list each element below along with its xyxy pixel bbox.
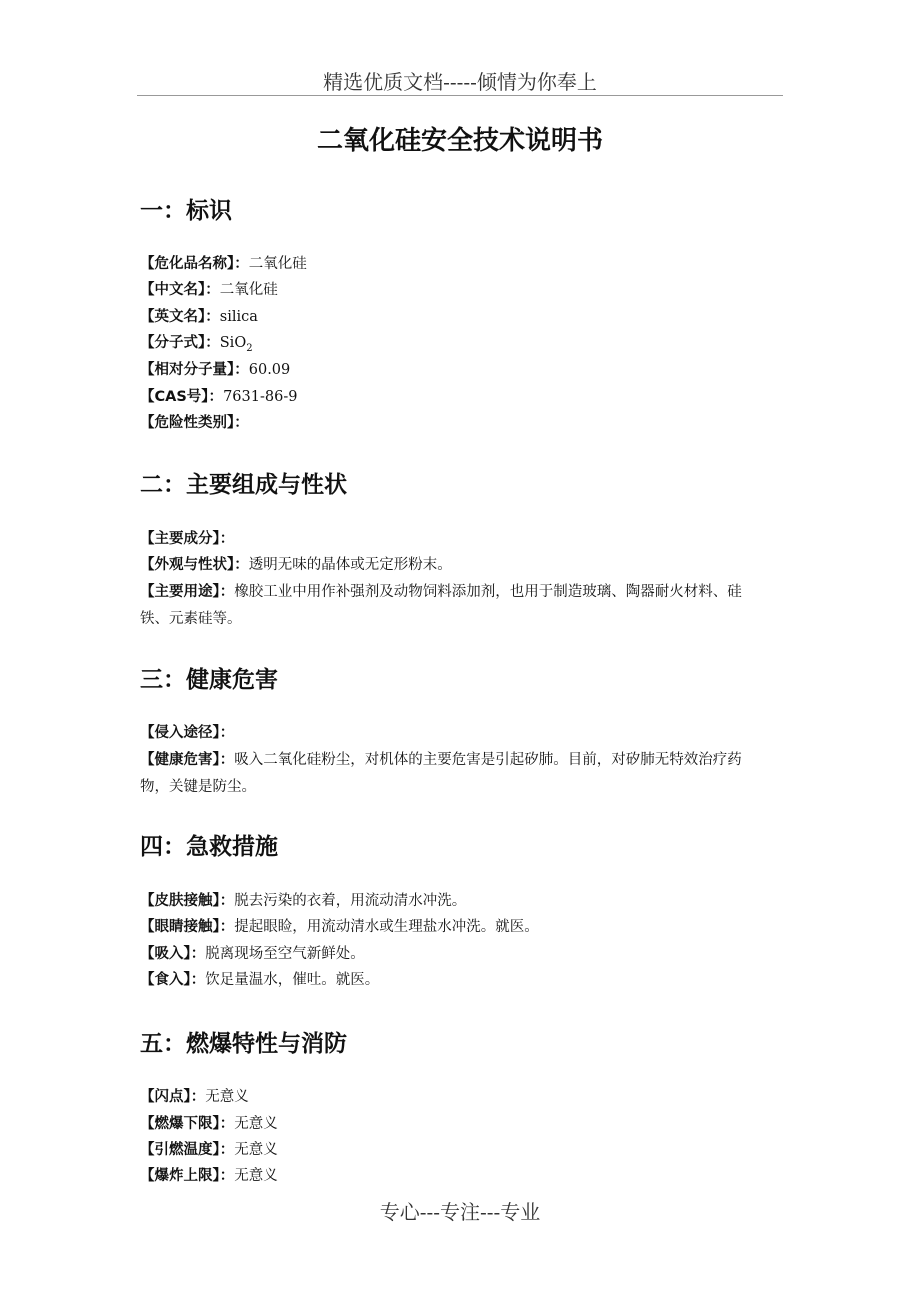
field-value: 透明无味的晶体或无定形粉末。: [248, 557, 452, 573]
field-row: [140, 1163, 762, 1190]
header-rule: [137, 95, 783, 96]
field-label: 【外观与性状】：: [140, 557, 249, 573]
field-row: [140, 747, 762, 800]
field-row: [140, 277, 762, 304]
field-row: [140, 579, 762, 632]
field-label: 【危险性类别】：: [140, 415, 249, 431]
field-row: [140, 251, 762, 278]
field-label: 【燃爆下限】：: [140, 1116, 235, 1132]
field-row: [140, 914, 762, 941]
field-label: 【健康危害】：: [140, 752, 235, 768]
field-row: [140, 1084, 762, 1111]
field-value: 二氧化硅: [248, 256, 307, 272]
field-row: [140, 410, 762, 437]
field-value: 橡胶工业中用作补强剂及动物饲料添加剂，也用于制造玻璃、陶器耐火材料、硅铁、元素硅等。: [140, 584, 742, 627]
field-value: 无意义: [234, 1168, 278, 1184]
field-value: 脱离现场至空气新鲜处。: [205, 946, 365, 962]
field-row: [140, 888, 762, 915]
field-label: 【食入】：: [140, 972, 206, 988]
field-label: 【引燃温度】：: [140, 1142, 235, 1158]
field-row: [140, 357, 762, 384]
field-label: 【爆炸上限】：: [140, 1168, 235, 1184]
section-heading: 二：主要组成与性状: [140, 472, 347, 498]
field-label: 【CAS号】：: [140, 389, 224, 405]
field-value: 饮足量温水，催吐。就医。: [205, 972, 380, 988]
field-row: [140, 384, 762, 411]
field-label: 【分子式】：: [140, 335, 220, 351]
field-value: 无意义: [234, 1142, 278, 1158]
field-value: 无意义: [205, 1089, 249, 1105]
field-label: 【危化品名称】：: [140, 256, 249, 272]
field-value: 吸入二氧化硅粉尘，对机体的主要危害是引起矽肺。目前，对矽肺无特效治疗药物，关键是防尘。: [140, 752, 742, 795]
field-label: 【皮肤接触】：: [140, 893, 235, 909]
section-heading: 四：急救措施: [140, 834, 278, 860]
field-label: 【主要成分】：: [140, 531, 235, 547]
field-label: 【英文名】：: [140, 309, 220, 325]
field-value: silica: [219, 309, 258, 325]
field-label: 【吸入】：: [140, 946, 206, 962]
field-value: 无意义: [234, 1116, 278, 1132]
field-label: 【闪点】：: [140, 1089, 206, 1105]
field-value: 脱去污染的衣着，用流动清水冲洗。: [234, 893, 467, 909]
field-value: 提起眼睑，用流动清水或生理盐水冲洗。就医。: [234, 919, 539, 935]
field-row: [140, 304, 762, 331]
field-label: 【主要用途】：: [140, 584, 235, 600]
section-heading: 三：健康危害: [140, 667, 278, 693]
section-heading: 五：燃爆特性与消防: [140, 1031, 347, 1057]
field-row: [140, 552, 762, 579]
field-value: 二氧化硅: [219, 282, 278, 298]
field-row: [140, 526, 762, 553]
field-label: 【侵入途径】：: [140, 725, 235, 741]
field-row: [140, 1111, 762, 1138]
field-label: 【中文名】：: [140, 282, 220, 298]
section-heading: 一：标识: [140, 198, 232, 224]
document-title: 二氧化硅安全技术说明书: [316, 126, 603, 156]
field-row: [140, 720, 762, 747]
field-label: 【眼睛接触】：: [140, 919, 235, 935]
field-value: 60.09: [248, 362, 291, 378]
page-footer: 专心---专注---专业: [379, 1200, 541, 1224]
field-value: SiO: [219, 335, 247, 351]
field-row: [140, 941, 762, 968]
subscript: 2: [246, 342, 253, 354]
field-value: 7631-86-9: [223, 389, 298, 405]
field-row: [140, 1137, 762, 1164]
field-label: 【相对分子量】：: [140, 362, 249, 378]
page-header: 精选优质文档-----倾情为你奉上: [323, 70, 597, 94]
field-row: [140, 967, 762, 994]
